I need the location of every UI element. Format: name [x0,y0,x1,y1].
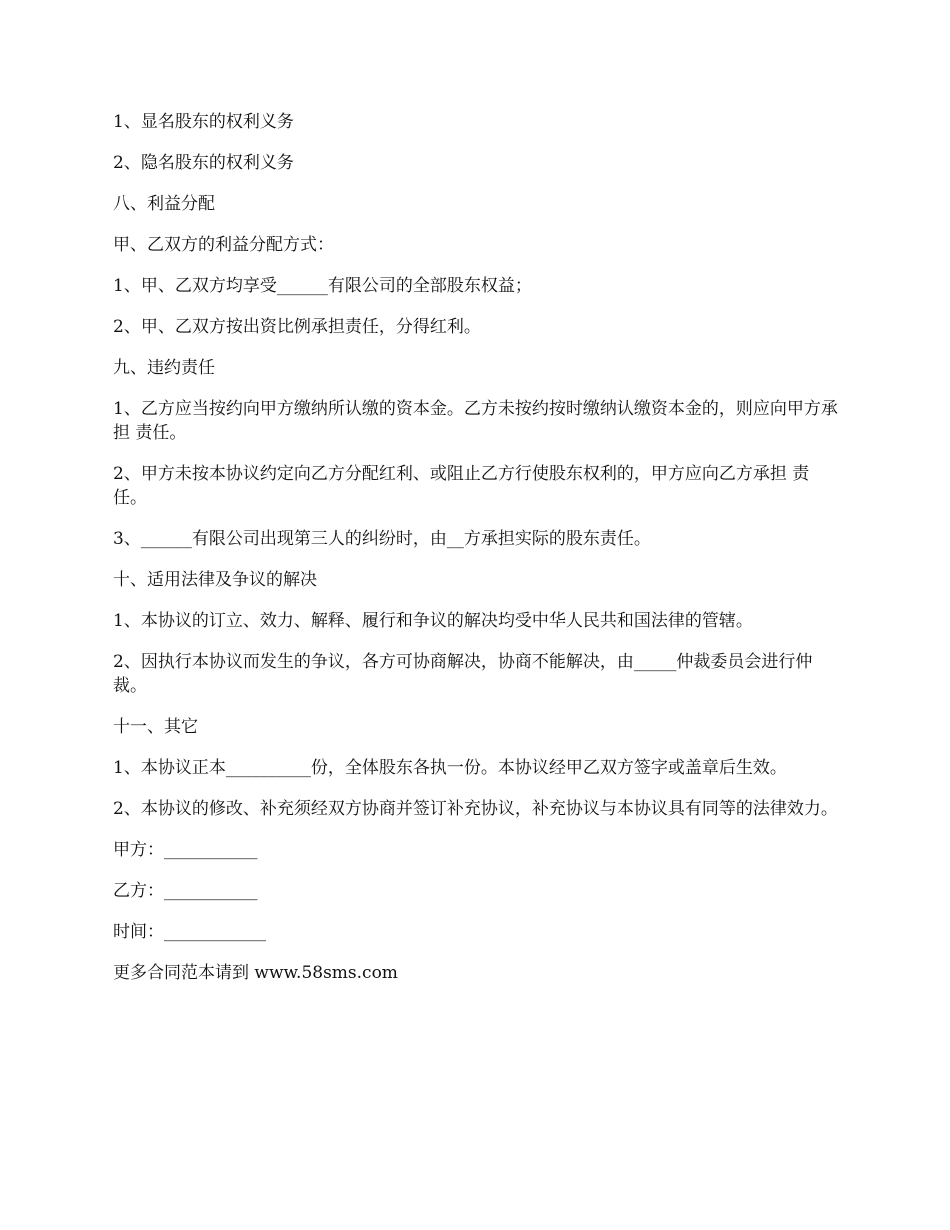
document-body [113,110,843,1002]
section-heading: 九、违约责任 [113,358,215,378]
section-heading: 十一、其它 [113,717,198,737]
section-heading: 十、适用法律及争议的解决 [113,570,317,590]
clause-item: 3、______有限公司出现第三人的纠纷时，由__方承担实际的股东责任。 [113,529,651,549]
clause-item: 1、显名股东的权利义务 [113,112,294,132]
signature-party-b: 乙方：___________ [113,881,258,901]
clause-item: 1、本协议的订立、效力、解释、履行和争议的解决均受中华人民共和国法律的管辖。 [113,611,753,631]
clause-item: 1、本协议正本__________份，全体股东各执一份。本协议经甲乙双方签字或盖章后生效。 [113,758,787,778]
clause-item: 2、本协议的修改、补充须经双方协商并签订补充协议，补充协议与本协议具有同等的法律效力。 [113,799,838,819]
clause-item: 2、甲方未按本协议约定向乙方分配红利、或阻止乙方行使股东权利的，甲方应向乙方承担 责任。 [113,464,810,508]
clause-item: 2、隐名股东的权利义务 [113,153,294,173]
clause-item: 2、甲、乙双方按出资比例承担责任，分得红利。 [113,317,481,337]
clause-item: 1、甲、乙双方均享受______有限公司的全部股东权益； [113,276,532,296]
signature-date: 时间：____________ [113,922,266,942]
section-heading: 八、利益分配 [113,194,215,214]
signature-party-a: 甲方：___________ [113,840,258,860]
footer-note: 更多合同范本请到 www.58sms.com [113,963,398,983]
clause-item: 2、因执行本协议而发生的争议，各方可协商解决，协商不能解决，由_____仲裁委员会进行仲裁。 [113,652,813,696]
clause-intro: 甲、乙双方的利益分配方式： [113,235,334,255]
clause-item: 1、乙方应当按约向甲方缴纳所认缴的资本金。乙方未按约按时缴纳认缴资本金的，则应向甲方承担 责任。 [113,399,838,443]
